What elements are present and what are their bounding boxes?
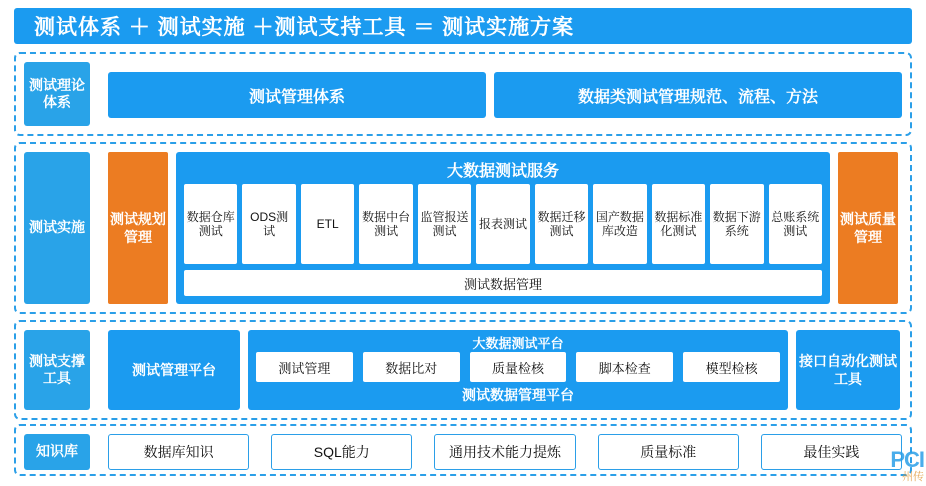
row-label-support-tools: 测试支撑工具: [24, 330, 90, 410]
service-cell[interactable]: 数据仓库测试: [184, 184, 237, 264]
test-data-management-platform-label: 测试数据管理平台: [462, 387, 574, 403]
diagram-title: 测试体系 ＋ 测试实施 ＋测试支持工具 ＝ 测试实施方案: [34, 16, 575, 39]
knowledge-cell-strip: [108, 434, 902, 470]
row-label-knowledge-base: 知识库: [24, 434, 90, 470]
watermark-text: 州传: [902, 470, 924, 483]
knowledge-cell[interactable]: SQL能力: [271, 434, 412, 470]
test-data-management-bar[interactable]: 测试数据管理: [184, 270, 822, 296]
service-cell[interactable]: 数据标准化测试: [652, 184, 705, 264]
bigdata-test-platform-title: 大数据测试平台: [472, 336, 564, 351]
service-cell[interactable]: 报表测试: [476, 184, 529, 264]
row-knowledge-base: [14, 424, 912, 476]
theory-box-management-system[interactable]: 测试管理体系: [108, 72, 486, 118]
diagram-title-bar: [14, 8, 912, 44]
platform-cell[interactable]: 脚本检查: [576, 352, 673, 382]
service-cell[interactable]: 数据下游系统: [710, 184, 763, 264]
row-implementation: [14, 142, 912, 314]
service-cell[interactable]: 国产数据库改造: [593, 184, 646, 264]
watermark-logo: PCI: [890, 446, 924, 472]
platform-cell[interactable]: 模型检核: [683, 352, 780, 382]
service-cell[interactable]: 数据迁移测试: [535, 184, 588, 264]
bigdata-test-service-panel: [176, 152, 830, 304]
row-support-tools: [14, 320, 912, 420]
service-cell[interactable]: ODS测试: [242, 184, 295, 264]
service-cell[interactable]: 监管报送测试: [418, 184, 471, 264]
knowledge-cell[interactable]: 数据库知识: [108, 434, 249, 470]
knowledge-cell[interactable]: 通用技术能力提炼: [434, 434, 575, 470]
pillar-test-quality-management[interactable]: 测试质量管理: [838, 152, 898, 304]
knowledge-cell[interactable]: 最佳实践: [761, 434, 902, 470]
platform-cell-strip: [256, 352, 780, 382]
service-cell[interactable]: 数据中台测试: [359, 184, 412, 264]
theory-box-data-spec[interactable]: 数据类测试管理规范、流程、方法: [494, 72, 902, 118]
knowledge-cell[interactable]: 质量标准: [598, 434, 739, 470]
bigdata-test-service-title: 大数据测试服务: [446, 163, 559, 180]
row-theory: [14, 52, 912, 136]
row-label-implementation: 测试实施: [24, 152, 90, 304]
service-cell[interactable]: 总账系统测试: [769, 184, 822, 264]
api-automation-tool-box[interactable]: 接口自动化测试工具: [796, 330, 900, 410]
platform-cell[interactable]: 数据比对: [363, 352, 460, 382]
test-management-platform-box[interactable]: 测试管理平台: [108, 330, 240, 410]
service-cell[interactable]: ETL: [301, 184, 354, 264]
platform-cell[interactable]: 测试管理: [256, 352, 353, 382]
platform-cell[interactable]: 质量检核: [470, 352, 567, 382]
service-cell-strip: [184, 184, 822, 264]
row-label-theory: 测试理论体系: [24, 62, 90, 126]
bigdata-test-platform-panel: [248, 330, 788, 410]
pillar-test-planning-management[interactable]: 测试规划管理: [108, 152, 168, 304]
